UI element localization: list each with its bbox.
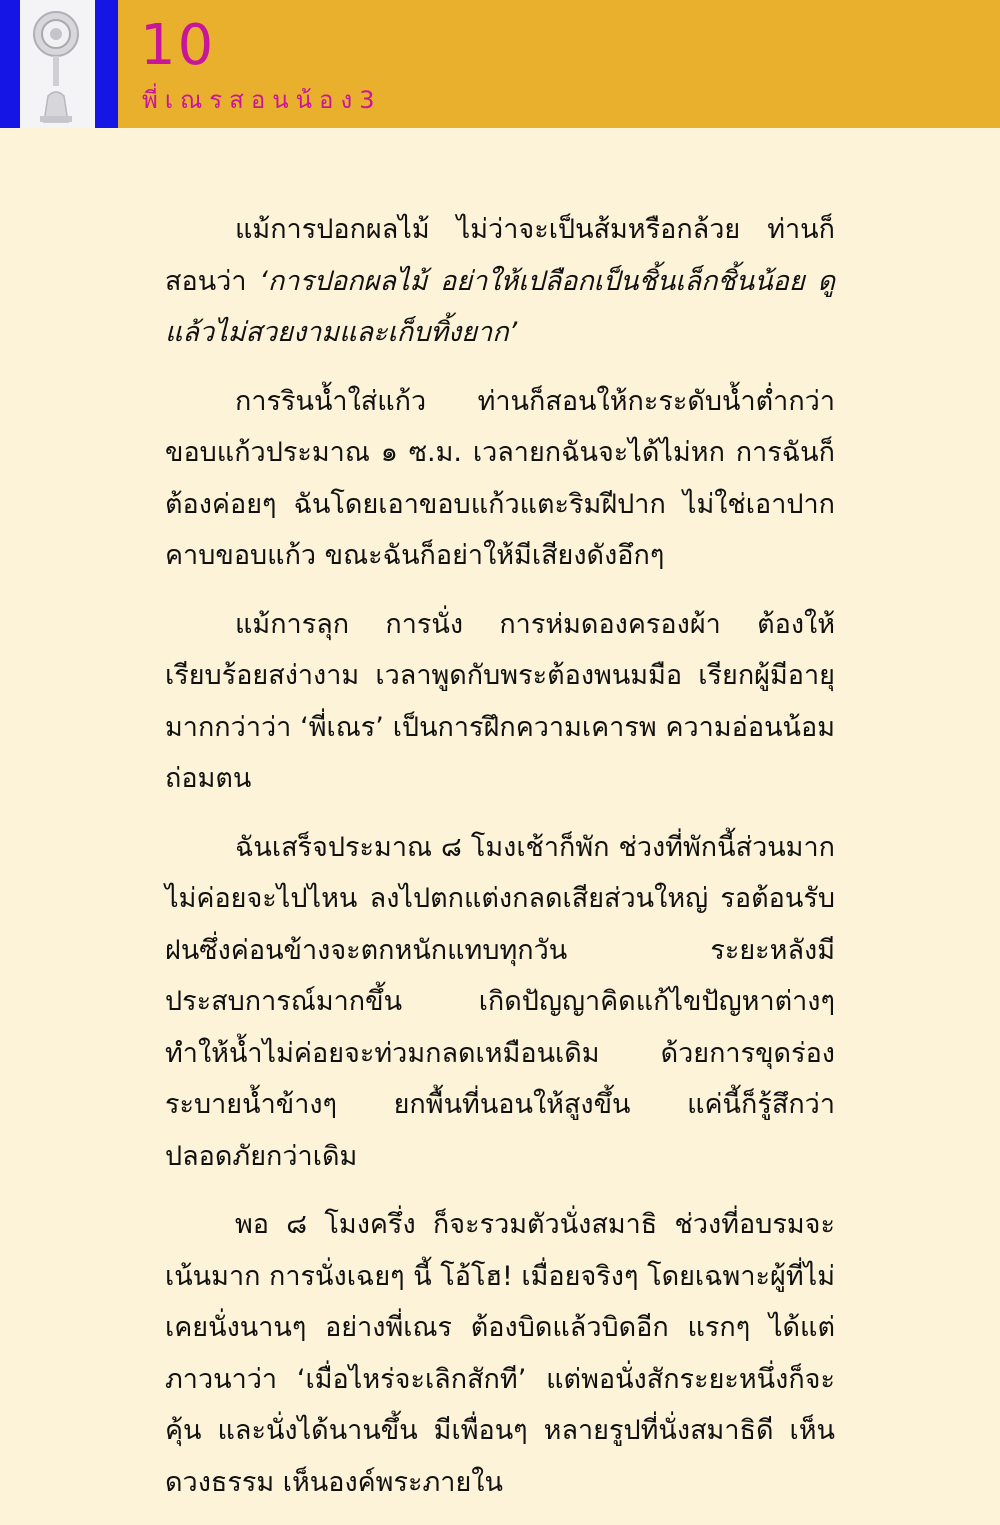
paragraph-2: การรินน้ำใส่แก้ว ท่านก็สอนให้กะระดับน้ำต่ำกว่าขอบแก้วประมาณ ๑ ซ.ม. เวลายกฉันจะได้ไม่หก การฉันก็ต้องค่อยๆ ฉันโดยเอาขอบแก้วแตะริมฝีปาก ไม่ใช่เอาปากคาบขอบแก้ว ขณะฉันก็อย่าให้มีเสียงดังอึกๆ [165,385,835,571]
paragraph-5: พอ ๘ โมงครึ่ง ก็จะรวมตัวนั่งสมาธิ ช่วงที่อบรมจะเน้นมาก การนั่งเฉยๆ นี้ โอ้โฮ! เมื่อยจริงๆ โดยเฉพาะผู้ที่ไม่เคยนั่งนานๆ อย่างพี่เณร ต้องบิดแล้วบิดอีก แรกๆ ได้แต่ภาวนาว่า ‘เมื่อไหร่จะเลิกสักที’ แต่พอนั่งสักระยะหนึ่งก็จะคุ้น และนั่งได้นานขึ้น มีเพื่อนๆ หลายรูปที่นั่งสมาธิดี เห็นดวงธรรม เห็นองค์พระภายใน [165,1209,835,1498]
page-body [165,204,835,1525]
page-header [0,0,1000,128]
dhamma-emblem-icon [22,4,92,124]
paragraph-1-quote: ‘การปอกผลไม้ อย่าให้เปลือกเป็นชิ้นเล็กชิ้นน้อย ดูแล้วไม่สวยงามและเก็บทิ้งยาก’ [165,265,835,348]
blue-stripe-right [95,0,118,128]
paragraph-1 [165,204,835,359]
book-title: พี่เณรสอนน้อง3 [142,86,382,114]
paragraph-3: แม้การลุก การนั่ง การห่มดองครองผ้า ต้องให้เรียบร้อยสง่างาม เวลาพูดกับพระต้องพนมมือ เรียกผู้มีอายุมากกว่าว่า ‘พี่เณร’ เป็นการฝึกความเคารพ ความอ่อนน้อมถ่อมตน [165,608,835,794]
blue-stripe-left [0,0,20,128]
paragraph-1-text: แม้การปอกผลไม้ ไม่ว่าจะเป็นส้มหรือกล้วย ท่านก็สอนว่า [165,214,835,297]
paragraph-4: ฉันเสร็จประมาณ ๘ โมงเช้าก็พัก ช่วงที่พักนี้ส่วนมากไม่ค่อยจะไปไหน ลงไปตกแต่งกลดเสียส่วนใหญ่ รอต้อนรับฝนซึ่งค่อนข้างจะตกหนักแทบทุกวัน ระยะหลังมีประสบการณ์มากขึ้น เกิดปัญญาคิดแก้ไขปัญหาต่างๆ ทำให้น้ำไม่ค่อยจะท่วมกลดเหมือนเดิม ด้วยการขุดร่องระบายน้ำข้างๆ ยกพื้นที่นอนให้สูงขึ้น แค่นี้ก็รู้สึกว่าปลอดภัยกว่าเดิม [165,831,835,1172]
page-number: 10 [140,13,216,78]
